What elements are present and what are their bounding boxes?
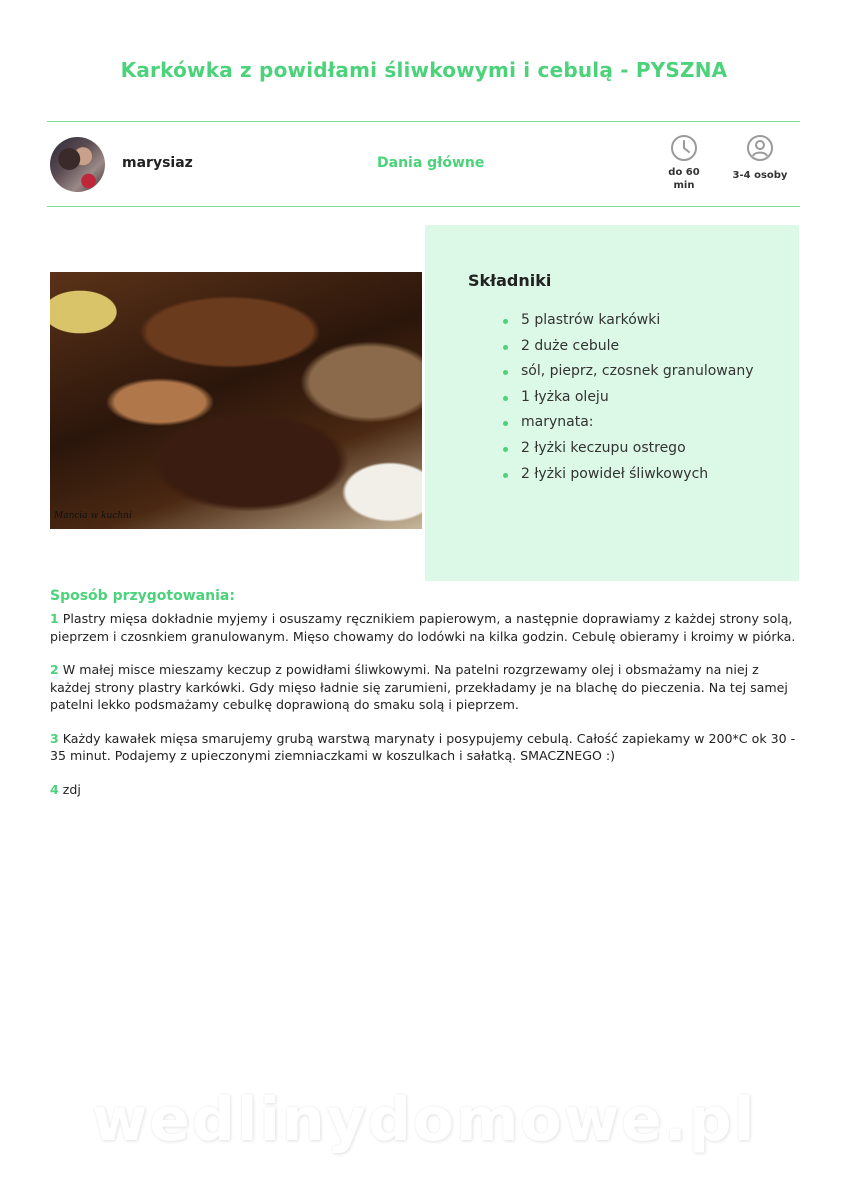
cook-time-value: do 60 [668, 167, 700, 178]
site-watermark: wedlinydomowe.pl [91, 1085, 757, 1155]
step-number: 1 [50, 611, 59, 626]
user-icon [746, 134, 774, 162]
author-name[interactable]: marysiaz [122, 155, 193, 171]
ingredient-item: marynata: [500, 410, 770, 436]
servings [726, 134, 794, 182]
step-text: Każdy kawałek mięsa smarujemy grubą warstwą marynaty i posypujemy cebulą. Całość zapiekamy w 200*C ok 30 - 35 minut. Podajemy z upieczonymi ziemniaczkami w koszulkach i sałatką. SMACZNEGO :) [50, 730, 796, 763]
cook-time-unit: min [673, 180, 695, 191]
step-text: zdj [62, 781, 81, 797]
ingredient-item: 5 plastrów karkówki [500, 308, 770, 334]
ingredients-title: Składniki [468, 271, 552, 290]
ingredients-panel [425, 225, 799, 581]
category-link[interactable]: Dania główne [377, 155, 485, 171]
step-number: 2 [50, 662, 59, 677]
preparation-steps [50, 610, 800, 814]
step-item [50, 781, 800, 799]
author-avatar[interactable] [50, 137, 105, 192]
recipe-photo [50, 272, 422, 529]
step-text: W małej misce mieszamy keczup z powidłami śliwkowymi. Na patelni rozgrzewamy olej i obsmażamy na niej z każdej strony plastry karkówki. Gdy mięso ładnie się zarumieni, przekładamy je na blachę do pieczenia. Na tej samej patelni lekko podsmażamy cebulkę doprawioną do smaku solą i pieprzem. [50, 662, 788, 712]
header-divider-bottom [47, 206, 800, 207]
ingredient-item: 2 łyżki keczupu ostrego [500, 436, 770, 462]
step-item [50, 610, 800, 645]
ingredient-item: 2 duże cebule [500, 334, 770, 360]
ingredient-item: 1 łyżka oleju [500, 385, 770, 411]
step-number: 3 [50, 730, 59, 746]
step-number: 4 [50, 781, 59, 797]
ingredients-list [500, 308, 770, 487]
step-item [50, 661, 800, 714]
servings-value: 3-4 osoby [732, 170, 788, 181]
step-text: Plastry mięsa dokładnie myjemy i osuszamy ręcznikiem papierowym, a następnie doprawiamy z każdej strony solą, pieprzem i czosnkiem granulowanym. Mięso chowamy do lodówki na kilka godzin. Cebulę obieramy i kroimy w piórka. [50, 611, 796, 644]
header-divider-top [47, 121, 800, 122]
ingredient-item: 2 łyżki powideł śliwkowych [500, 462, 770, 488]
clock-icon [670, 134, 698, 162]
ingredient-item: sól, pieprz, czosnek granulowany [500, 359, 770, 385]
step-item [50, 730, 800, 765]
cook-time [654, 134, 714, 192]
page-title: Karkówka z powidłami śliwkowymi i cebulą - PYSZNA [120, 58, 728, 82]
preparation-title: Sposób przygotowania: [50, 588, 235, 604]
photo-watermark: Mancia w kuchni [54, 511, 132, 521]
